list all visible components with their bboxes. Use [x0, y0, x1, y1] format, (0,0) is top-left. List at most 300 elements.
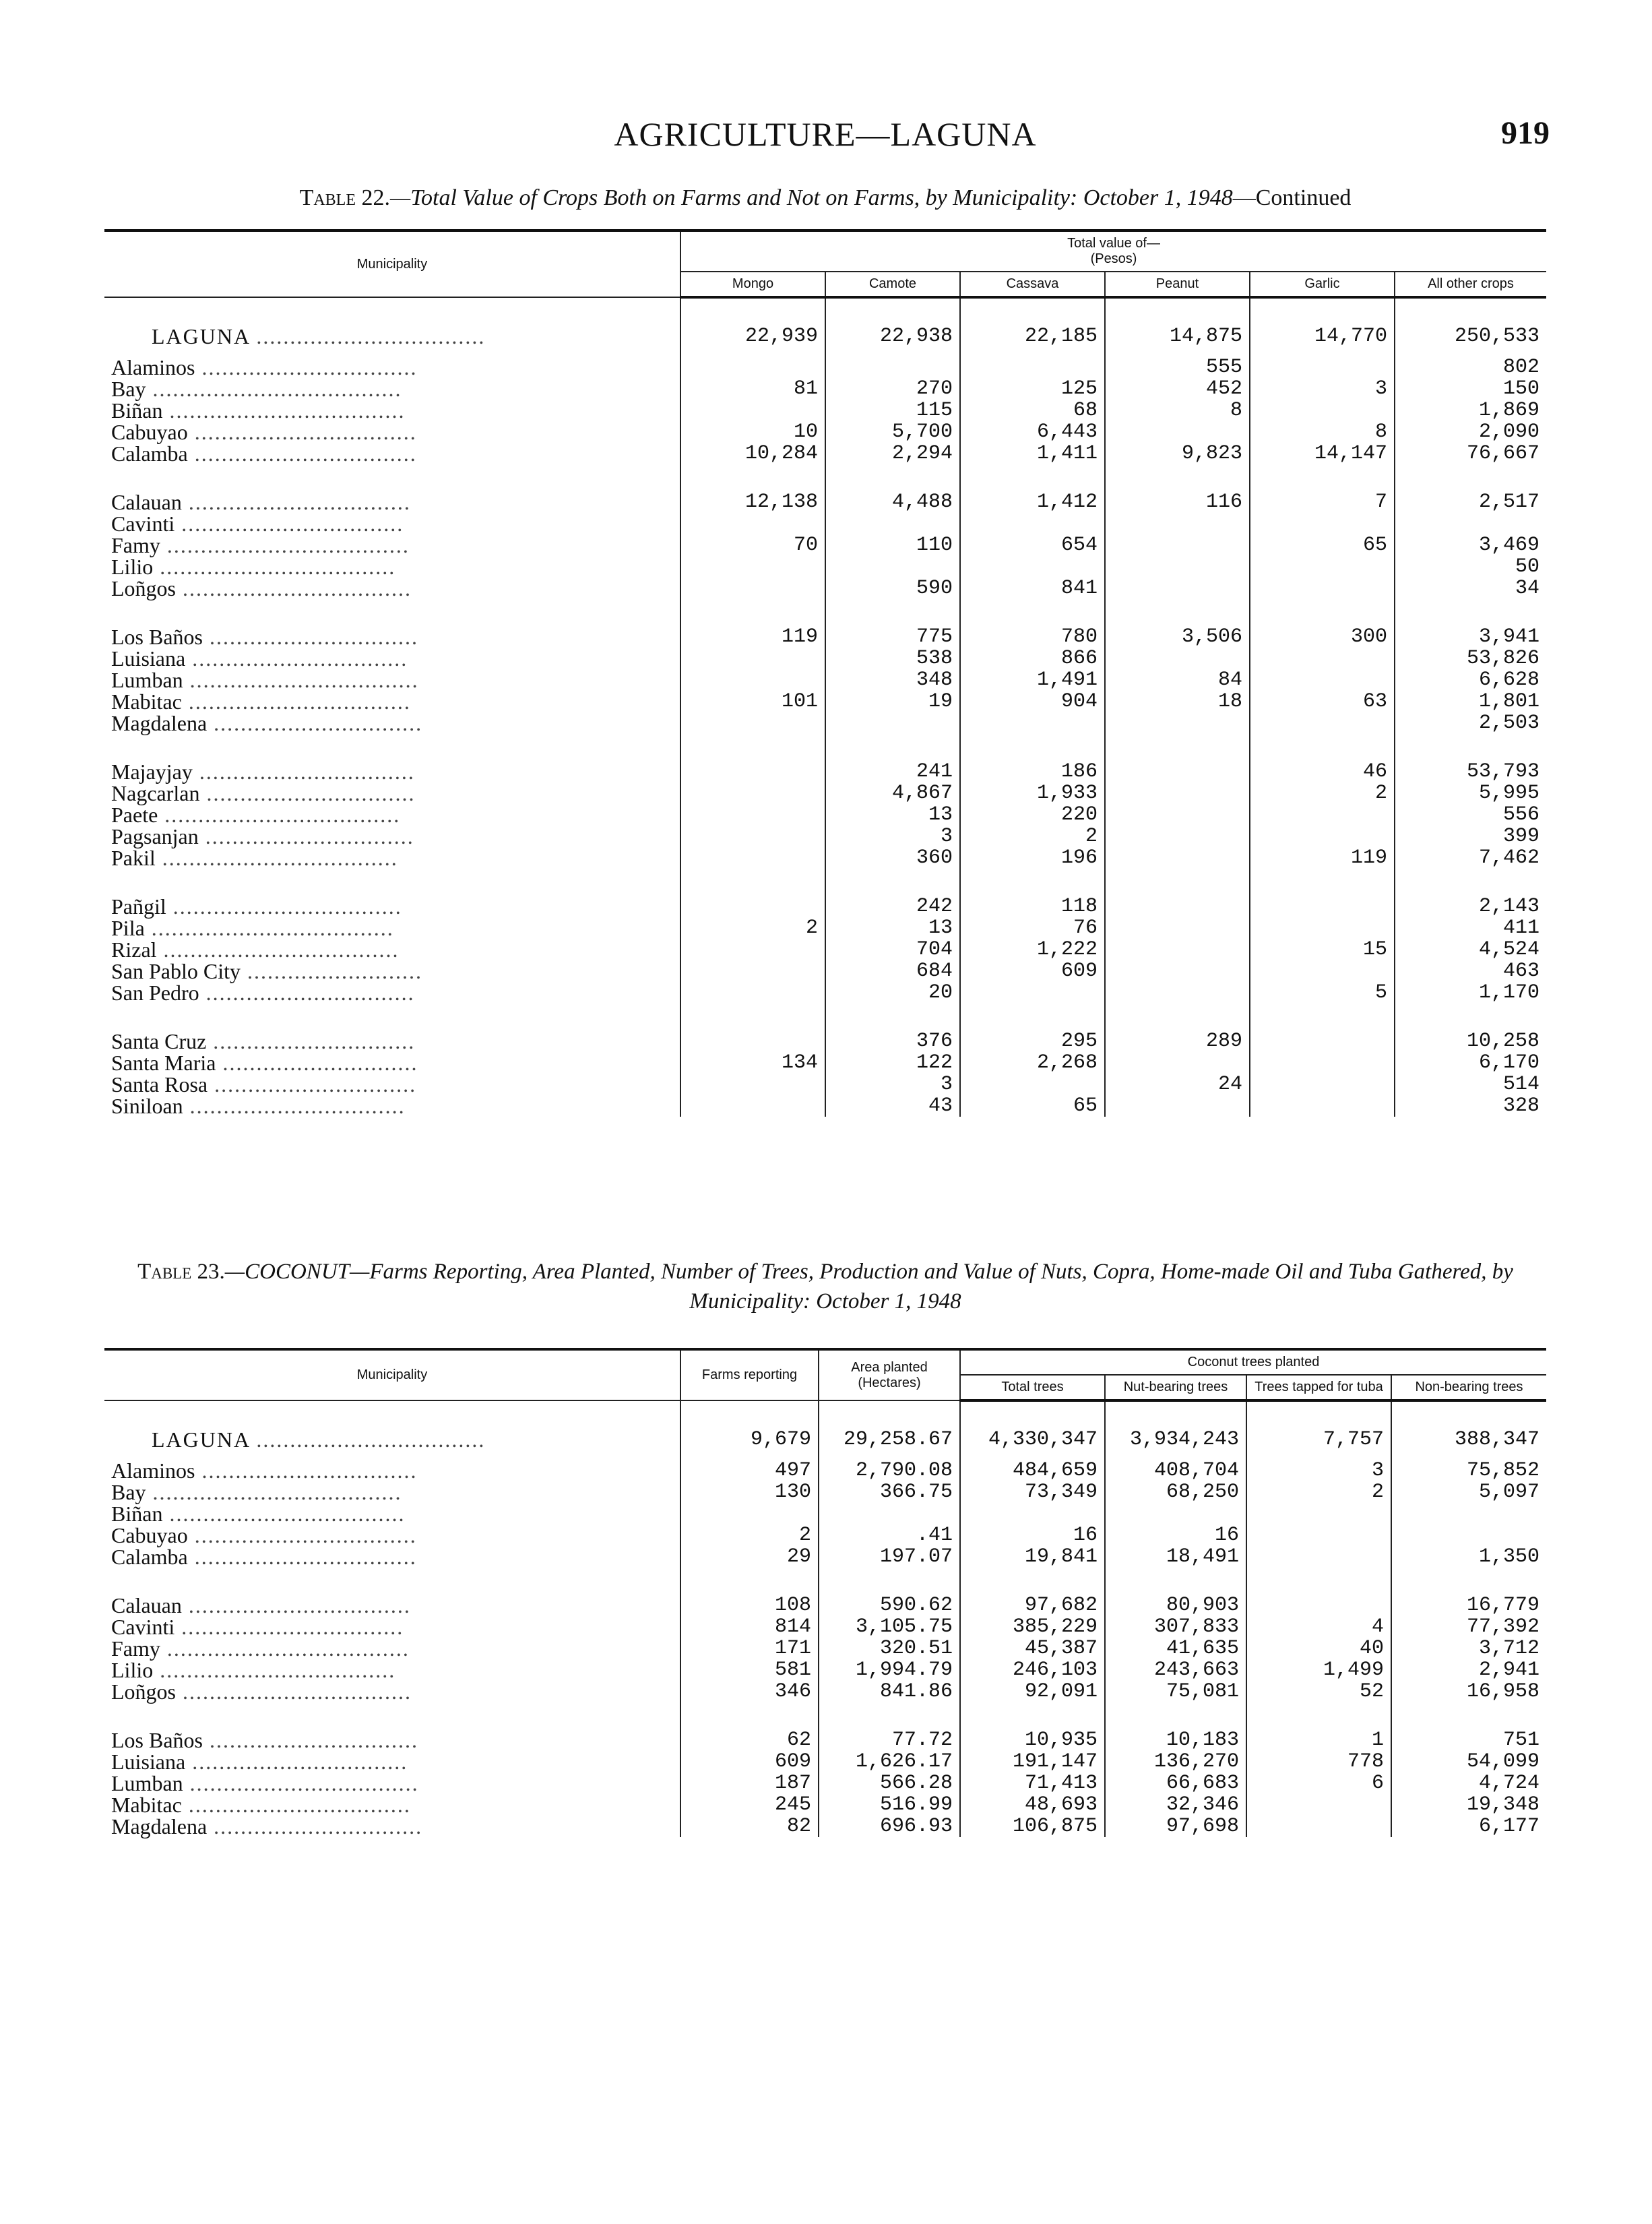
- table-cell: 22,939: [680, 297, 825, 357]
- municipality-name: [104, 804, 680, 826]
- table-cell: 243,663: [1105, 1659, 1246, 1681]
- leader-dots: ..............................: [208, 1072, 417, 1096]
- table-cell: 32,346: [1105, 1794, 1246, 1816]
- leader-dots: ...................................: [153, 1658, 396, 1682]
- table-cell: 18: [1105, 691, 1250, 712]
- municipality-label: Cabuyao: [111, 1523, 188, 1547]
- table-cell: 10: [680, 421, 825, 443]
- table-cell: 2: [1250, 782, 1395, 804]
- table-row: [104, 939, 1546, 960]
- table-row: [104, 869, 1546, 917]
- table-cell: 802: [1395, 357, 1546, 378]
- table-cell: [1250, 1003, 1395, 1052]
- table-cell: 191,147: [960, 1751, 1105, 1772]
- municipality-name: [104, 464, 680, 513]
- table-cell: 6,443: [960, 421, 1105, 443]
- table-cell: 9,679: [680, 1400, 819, 1460]
- table-cell: 780: [960, 599, 1105, 648]
- table-cell: 778: [1246, 1751, 1391, 1772]
- municipality-label: Bay: [111, 377, 146, 401]
- table23-col-header: Total trees: [960, 1375, 1105, 1400]
- municipality-label: Alaminos: [111, 1458, 195, 1483]
- table-cell: 590.62: [819, 1568, 960, 1616]
- table23-caption-text: —COCONUT—Farms Reporting, Area Planted, Number of Trees, Production and Value of Nuts, Copra, Home-made Oil and Tuba Gathered, by Municipality: October 1, 1948: [224, 1260, 1513, 1314]
- table-row: [104, 648, 1546, 669]
- municipality-name: [104, 1003, 680, 1052]
- leader-dots: ...............................: [203, 1728, 418, 1752]
- table-cell: 97,698: [1105, 1816, 1246, 1837]
- leader-dots: ...................................: [153, 555, 396, 579]
- table-cell: 270: [825, 378, 960, 400]
- municipality-label: Santa Cruz: [111, 1029, 207, 1053]
- table-cell: 2,517: [1395, 464, 1546, 513]
- table-cell: 13: [825, 917, 960, 939]
- table-cell: 75,081: [1105, 1681, 1246, 1702]
- leader-dots: ...................................: [162, 398, 406, 423]
- table-cell: 20: [825, 982, 960, 1003]
- table-cell: 3,934,243: [1105, 1400, 1246, 1460]
- leader-dots: ..................................: [176, 1679, 412, 1704]
- table-cell: [960, 513, 1105, 534]
- municipality-name: [104, 1546, 680, 1568]
- municipality-label: Famy: [111, 533, 160, 557]
- municipality-label: San Pedro: [111, 981, 199, 1005]
- table-row: [104, 578, 1546, 599]
- table-cell: 12,138: [680, 464, 825, 513]
- municipality-name: [104, 578, 680, 599]
- leader-dots: ..................................: [183, 1771, 419, 1795]
- municipality-name: [104, 1568, 680, 1616]
- table-cell: [1246, 1568, 1391, 1616]
- table-cell: [1105, 513, 1250, 534]
- page-title: AGRICULTURE—LAGUNA: [614, 115, 1037, 153]
- table-cell: 1,869: [1395, 400, 1546, 421]
- table-cell: 5,700: [825, 421, 960, 443]
- municipality-label: San Pablo City: [111, 959, 241, 983]
- municipality-name: [104, 357, 680, 378]
- table23-caption: [101, 1257, 1550, 1316]
- municipality-name: [104, 917, 680, 939]
- total-row: [104, 297, 1546, 357]
- table-cell: 7,462: [1395, 847, 1546, 869]
- table22-col-header: Camote: [825, 272, 960, 297]
- table-row: [104, 378, 1546, 400]
- table-cell: [1105, 982, 1250, 1003]
- table-cell: 399: [1395, 826, 1546, 847]
- leader-dots: ....................................: [160, 1636, 410, 1661]
- table-row: [104, 669, 1546, 691]
- municipality-label: Santa Maria: [111, 1051, 216, 1075]
- table-cell: [1105, 782, 1250, 804]
- table-cell: 48,693: [960, 1794, 1105, 1816]
- table-row: [104, 1702, 1546, 1751]
- table22-municipality-header: Municipality: [104, 230, 680, 297]
- table-cell: 5: [1250, 982, 1395, 1003]
- table23-col-header: Trees tapped for tuba: [1246, 1375, 1391, 1400]
- table-cell: 1,170: [1395, 982, 1546, 1003]
- table-cell: 22,938: [825, 297, 960, 357]
- table-cell: 76,667: [1395, 443, 1546, 464]
- municipality-name: [104, 1816, 680, 1837]
- municipality-name: [104, 1751, 680, 1772]
- table-cell: [1395, 513, 1546, 534]
- table-cell: 76: [960, 917, 1105, 939]
- table-cell: 1: [1246, 1702, 1391, 1751]
- municipality-label: Lilio: [111, 1658, 154, 1682]
- table-cell: [1250, 1052, 1395, 1074]
- table23-area-header: Area planted (Hectares): [819, 1349, 960, 1400]
- table-cell: [1250, 513, 1395, 534]
- leader-dots: ....................................: [160, 533, 410, 557]
- municipality-label: Luisiana: [111, 1750, 186, 1774]
- municipality-name: [104, 513, 680, 534]
- table-cell: 3,105.75: [819, 1616, 960, 1638]
- table22-group-unit: (Pesos): [1090, 251, 1137, 266]
- table-cell: 242: [825, 869, 960, 917]
- table-cell: 841.86: [819, 1681, 960, 1702]
- table-cell: 16: [960, 1524, 1105, 1546]
- table-cell: 10,258: [1395, 1003, 1546, 1052]
- table-cell: 196: [960, 847, 1105, 869]
- table-cell: 7,757: [1246, 1400, 1391, 1460]
- municipality-label: Calauan: [111, 1593, 182, 1617]
- municipality-name: [104, 1460, 680, 1481]
- table-cell: [680, 400, 825, 421]
- table-cell: 4,724: [1391, 1772, 1546, 1794]
- table-cell: 220: [960, 804, 1105, 826]
- municipality-name: [104, 297, 680, 357]
- table-cell: [825, 712, 960, 734]
- municipality-label: LAGUNA: [152, 1427, 250, 1452]
- table-cell: 115: [825, 400, 960, 421]
- municipality-label: Paete: [111, 803, 158, 827]
- leader-dots: .................................: [187, 1523, 417, 1547]
- table-cell: [1250, 869, 1395, 917]
- table-cell: 751: [1391, 1702, 1546, 1751]
- municipality-name: [104, 1095, 680, 1117]
- table-cell: [680, 712, 825, 734]
- leader-dots: ....................................: [144, 916, 394, 940]
- table22: [104, 229, 1546, 1117]
- table-cell: [1105, 734, 1250, 782]
- table-cell: 866: [960, 648, 1105, 669]
- table-cell: [1105, 556, 1250, 578]
- table-cell: [1105, 960, 1250, 982]
- table-cell: [960, 556, 1105, 578]
- table-row: [104, 1794, 1546, 1816]
- table-cell: 119: [680, 599, 825, 648]
- leader-dots: ...............................: [199, 781, 416, 805]
- table-cell: [680, 847, 825, 869]
- table-cell: 2: [680, 917, 825, 939]
- table-cell: [680, 1003, 825, 1052]
- municipality-name: [104, 421, 680, 443]
- table-cell: 116: [1105, 464, 1250, 513]
- table-cell: 10,183: [1105, 1702, 1246, 1751]
- table-cell: 65: [960, 1095, 1105, 1117]
- table-cell: 2,503: [1395, 712, 1546, 734]
- table-cell: 684: [825, 960, 960, 982]
- table-cell: 125: [960, 378, 1105, 400]
- table-row: [104, 847, 1546, 869]
- municipality-name: [104, 556, 680, 578]
- table-row: [104, 734, 1546, 782]
- table-cell: [960, 1503, 1105, 1524]
- table-cell: [960, 357, 1105, 378]
- municipality-label: Mabitac: [111, 1793, 182, 1817]
- table-cell: 2,143: [1395, 869, 1546, 917]
- page-header: [101, 115, 1550, 168]
- table-cell: 171: [680, 1638, 819, 1659]
- municipality-name: [104, 443, 680, 464]
- table-cell: [680, 648, 825, 669]
- table-row: [104, 1772, 1546, 1794]
- municipality-name: [104, 599, 680, 648]
- table-cell: [1246, 1524, 1391, 1546]
- municipality-label: Cavinti: [111, 512, 175, 536]
- table-row: [104, 1751, 1546, 1772]
- table-cell: 53,826: [1395, 648, 1546, 669]
- leader-dots: ...................................: [156, 937, 400, 962]
- table22-col-header: All other crops: [1395, 272, 1546, 297]
- table-cell: [680, 826, 825, 847]
- municipality-name: [104, 869, 680, 917]
- table-row: [104, 1074, 1546, 1095]
- table-cell: 16,779: [1391, 1568, 1546, 1616]
- municipality-label: Loñgos: [111, 1679, 176, 1704]
- table-cell: [680, 669, 825, 691]
- table-row: [104, 1638, 1546, 1659]
- table-cell: 75,852: [1391, 1460, 1546, 1481]
- table-cell: 245: [680, 1794, 819, 1816]
- municipality-name: [104, 1638, 680, 1659]
- municipality-label: Pagsanjan: [111, 824, 199, 848]
- table-row: [104, 1052, 1546, 1074]
- table-cell: 1,626.17: [819, 1751, 960, 1772]
- table-cell: [680, 734, 825, 782]
- leader-dots: ...............................: [207, 1814, 423, 1839]
- table-row: [104, 513, 1546, 534]
- municipality-name: [104, 939, 680, 960]
- table-cell: 590: [825, 578, 960, 599]
- table-cell: 16,958: [1391, 1681, 1546, 1702]
- table-cell: [680, 869, 825, 917]
- table-cell: 6,177: [1391, 1816, 1546, 1837]
- table-cell: 80,903: [1105, 1568, 1246, 1616]
- municipality-label: LAGUNA: [152, 323, 250, 348]
- municipality-name: [104, 1524, 680, 1546]
- table-row: [104, 982, 1546, 1003]
- leader-dots: ................................: [185, 1750, 408, 1774]
- table22-col-header: Cassava: [960, 272, 1105, 297]
- leader-dots: ................................: [192, 760, 415, 784]
- table-cell: [1105, 917, 1250, 939]
- municipality-name: [104, 1659, 680, 1681]
- table-cell: 241: [825, 734, 960, 782]
- table-cell: 388,347: [1391, 1400, 1546, 1460]
- leader-dots: .....................................: [146, 377, 402, 401]
- table-cell: 7: [1250, 464, 1395, 513]
- municipality-name: [104, 982, 680, 1003]
- leader-dots: .................................: [181, 1593, 411, 1617]
- table-cell: [680, 782, 825, 804]
- table-cell: 250,533: [1395, 297, 1546, 357]
- table-cell: 4,867: [825, 782, 960, 804]
- table23-col-header: Nut-bearing trees: [1105, 1375, 1246, 1400]
- table-cell: 41,635: [1105, 1638, 1246, 1659]
- table-cell: 4,524: [1395, 939, 1546, 960]
- table-cell: 6: [1246, 1772, 1391, 1794]
- table-cell: 45,387: [960, 1638, 1105, 1659]
- table-cell: 841: [960, 578, 1105, 599]
- table-cell: [1391, 1524, 1546, 1546]
- table-cell: 108: [680, 1568, 819, 1616]
- municipality-label: Santa Rosa: [111, 1072, 208, 1096]
- table-row: [104, 464, 1546, 513]
- municipality-label: Loñgos: [111, 576, 176, 600]
- leader-dots: ..........................: [241, 959, 423, 983]
- municipality-label: Los Baños: [111, 1728, 203, 1752]
- table-cell: [680, 804, 825, 826]
- table-row: [104, 556, 1546, 578]
- table-cell: [1250, 669, 1395, 691]
- table-row: [104, 1524, 1546, 1546]
- table-row: [104, 421, 1546, 443]
- table-cell: 14,770: [1250, 297, 1395, 357]
- table23-body: [104, 1400, 1546, 1837]
- table-cell: [1250, 357, 1395, 378]
- table22-caption: [101, 183, 1550, 213]
- table-cell: 408,704: [1105, 1460, 1246, 1481]
- table22-col-header: Peanut: [1105, 272, 1250, 297]
- table-cell: 136,270: [1105, 1751, 1246, 1772]
- leader-dots: ..................................: [176, 576, 412, 600]
- table-cell: 904: [960, 691, 1105, 712]
- municipality-label: Calamba: [111, 441, 188, 466]
- table-cell: [1250, 826, 1395, 847]
- table-cell: [825, 513, 960, 534]
- table-cell: 6,170: [1395, 1052, 1546, 1074]
- table-cell: [680, 939, 825, 960]
- table-row: [104, 599, 1546, 648]
- table-row: [104, 691, 1546, 712]
- leader-dots: ................................: [183, 1094, 406, 1118]
- table-cell: 15: [1250, 939, 1395, 960]
- table-cell: [1246, 1816, 1391, 1837]
- table-row: [104, 1546, 1546, 1568]
- table23-municipality-header: Municipality: [104, 1349, 680, 1400]
- municipality-label: Famy: [111, 1636, 160, 1661]
- table-cell: 43: [825, 1095, 960, 1117]
- table-cell: 3,469: [1395, 534, 1546, 556]
- table-cell: 73,349: [960, 1481, 1105, 1503]
- table-cell: 63: [1250, 691, 1395, 712]
- table-cell: 555: [1105, 357, 1250, 378]
- table-cell: 307,833: [1105, 1616, 1246, 1638]
- table-cell: 2,268: [960, 1052, 1105, 1074]
- table-row: [104, 1816, 1546, 1837]
- table-cell: 1,491: [960, 669, 1105, 691]
- table-cell: 13: [825, 804, 960, 826]
- table23-farms-header: Farms reporting: [680, 1349, 819, 1400]
- table22-caption-lead: Table 22.: [299, 185, 390, 210]
- municipality-label: Cavinti: [111, 1615, 175, 1639]
- table-cell: 40: [1246, 1638, 1391, 1659]
- municipality-label: Biñan: [111, 1502, 163, 1526]
- table-cell: 328: [1395, 1095, 1546, 1117]
- leader-dots: .................................: [174, 512, 404, 536]
- table-row: [104, 400, 1546, 421]
- leader-dots: .................................: [187, 1545, 417, 1569]
- table-cell: 130: [680, 1481, 819, 1503]
- table-row: [104, 534, 1546, 556]
- table-cell: 452: [1105, 378, 1250, 400]
- table-cell: 186: [960, 734, 1105, 782]
- table-cell: [1105, 847, 1250, 869]
- leader-dots: ................................: [185, 646, 408, 671]
- table-cell: 1,994.79: [819, 1659, 960, 1681]
- table-cell: 6,628: [1395, 669, 1546, 691]
- table-cell: 77,392: [1391, 1616, 1546, 1638]
- table-cell: 385,229: [960, 1616, 1105, 1638]
- municipality-label: Alaminos: [111, 355, 195, 379]
- table-cell: 3: [1250, 378, 1395, 400]
- table-cell: 516.99: [819, 1794, 960, 1816]
- table-row: [104, 712, 1546, 734]
- table-cell: 775: [825, 599, 960, 648]
- table-cell: [680, 1095, 825, 1117]
- table-cell: [680, 960, 825, 982]
- leader-dots: .....................................: [146, 1480, 402, 1504]
- table-cell: 696.93: [819, 1816, 960, 1837]
- table-cell: 77.72: [819, 1702, 960, 1751]
- table-cell: [680, 982, 825, 1003]
- table22-group-title: Total value of—: [1067, 236, 1160, 251]
- table-cell: 556: [1395, 804, 1546, 826]
- table-cell: [1105, 939, 1250, 960]
- municipality-name: [104, 1616, 680, 1638]
- table-row: [104, 443, 1546, 464]
- table-cell: 2: [680, 1524, 819, 1546]
- municipality-label: Magdalena: [111, 711, 208, 735]
- leader-dots: ...............................: [199, 981, 415, 1005]
- table-cell: [1250, 556, 1395, 578]
- table-row: [104, 1659, 1546, 1681]
- municipality-label: Lilio: [111, 555, 154, 579]
- total-row: [104, 1400, 1546, 1460]
- table-cell: 289: [1105, 1003, 1250, 1052]
- table-cell: [680, 513, 825, 534]
- municipality-label: Rizal: [111, 937, 157, 962]
- municipality-label: Pila: [111, 916, 145, 940]
- municipality-label: Nagcarlan: [111, 781, 200, 805]
- table-cell: [825, 556, 960, 578]
- leader-dots: .................................: [187, 420, 417, 444]
- municipality-name: [104, 782, 680, 804]
- table-cell: 3,712: [1391, 1638, 1546, 1659]
- table-cell: 411: [1395, 917, 1546, 939]
- table-cell: 4: [1246, 1616, 1391, 1638]
- table-cell: 376: [825, 1003, 960, 1052]
- leader-dots: .................................: [187, 441, 417, 466]
- table-cell: 1,412: [960, 464, 1105, 513]
- table-cell: .41: [819, 1524, 960, 1546]
- table-cell: [1246, 1794, 1391, 1816]
- table-cell: 82: [680, 1816, 819, 1837]
- leader-dots: ..................................: [166, 894, 402, 919]
- table-cell: 19,348: [1391, 1794, 1546, 1816]
- table-cell: 68,250: [1105, 1481, 1246, 1503]
